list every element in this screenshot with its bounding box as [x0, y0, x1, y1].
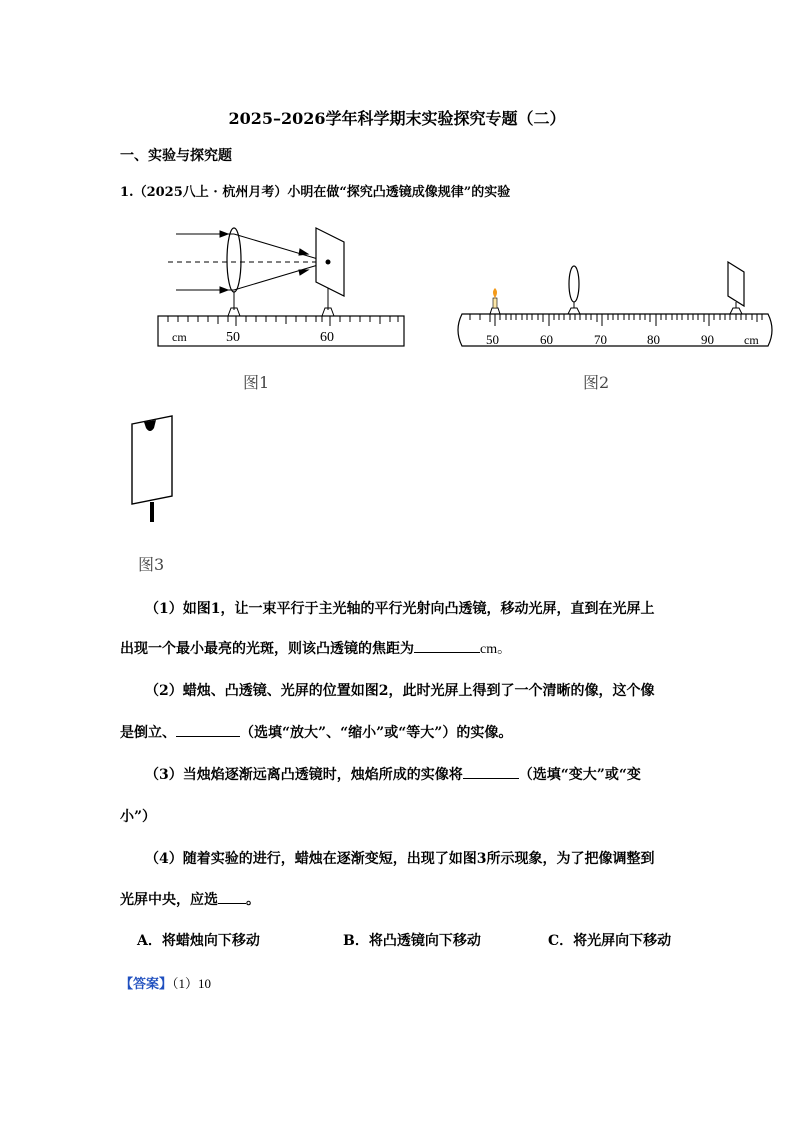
fig1-unit-label: cm	[172, 330, 187, 344]
part-3-line-2: 小”）	[120, 809, 157, 825]
answer-blank-2[interactable]	[176, 722, 240, 737]
answer-blank-1[interactable]	[414, 638, 480, 653]
part-2-line-1: （2）蜡烛、凸透镜、光屏的位置如图2，此时光屏上得到了一个清晰的像，这个像	[145, 683, 655, 699]
part-3-line-1	[145, 764, 641, 784]
part-4-line-2	[120, 889, 260, 909]
part-1-line-2	[120, 638, 511, 658]
figure-2-diagram	[450, 258, 782, 354]
answer-line	[120, 973, 211, 992]
part-1-text-b: cm。	[480, 642, 512, 657]
part-4-text-b: 。	[246, 892, 260, 908]
part-2-text-b: （选填“放大”、“缩小”或“等大”）的实像。	[240, 725, 513, 741]
fig1-tick-60: 60	[320, 330, 334, 345]
part-2-text-a: 是倒立、	[120, 725, 176, 741]
part-1-line-1: （1）如图1，让一束平行于主光轴的平行光射向凸透镜，移动光屏，直到在光屏上	[145, 601, 655, 617]
fig2-tick-70: 70	[594, 332, 607, 347]
answer-tag: 【答案】	[120, 977, 173, 992]
part-4-text-a: 光屏中央，应选	[120, 892, 218, 908]
figure-3-diagram	[128, 412, 178, 524]
figure-3-caption: 图3	[138, 555, 165, 574]
fig2-tick-60: 60	[540, 332, 553, 347]
fig2-tick-90: 90	[701, 332, 714, 347]
part-3-text-a: （3）当烛焰逐渐远离凸透镜时，烛焰所成的实像将	[145, 767, 463, 783]
figure-2-caption: 图2	[583, 373, 610, 392]
part-3-text-b: （选填“变大”或“变	[518, 767, 641, 783]
answer-blank-4[interactable]	[218, 889, 246, 904]
figure-1-diagram	[150, 220, 410, 350]
part-4-line-1: （4）随着实验的进行，蜡烛在逐渐变短，出现了如图3所示现象，为了把像调整到	[145, 851, 655, 867]
fig2-unit-label: cm	[744, 333, 759, 347]
choice-a[interactable]: A．将蜡烛向下移动	[137, 933, 260, 949]
part-1-text-a: 出现一个最小最亮的光斑，则该凸透镜的焦距为	[120, 641, 414, 657]
question-heading: 1.（2025八上 · 杭州月考）小明在做“探究凸透镜成像规律”的实验	[120, 185, 511, 200]
fig2-tick-50: 50	[486, 332, 499, 347]
fig2-tick-80: 80	[647, 332, 660, 347]
figure-1-caption: 图1	[243, 373, 270, 392]
part-2-line-2	[120, 722, 512, 742]
choice-b[interactable]: B．将凸透镜向下移动	[343, 933, 481, 949]
page-title: 2025–2026学年科学期末实验探究专题（二）	[228, 109, 566, 128]
answer-text: （1）10	[172, 976, 212, 991]
fig1-tick-50: 50	[226, 330, 240, 345]
choice-c[interactable]: C．将光屏向下移动	[548, 933, 672, 949]
section-heading: 一、实验与探究题	[120, 148, 232, 164]
answer-blank-3[interactable]	[463, 764, 519, 779]
